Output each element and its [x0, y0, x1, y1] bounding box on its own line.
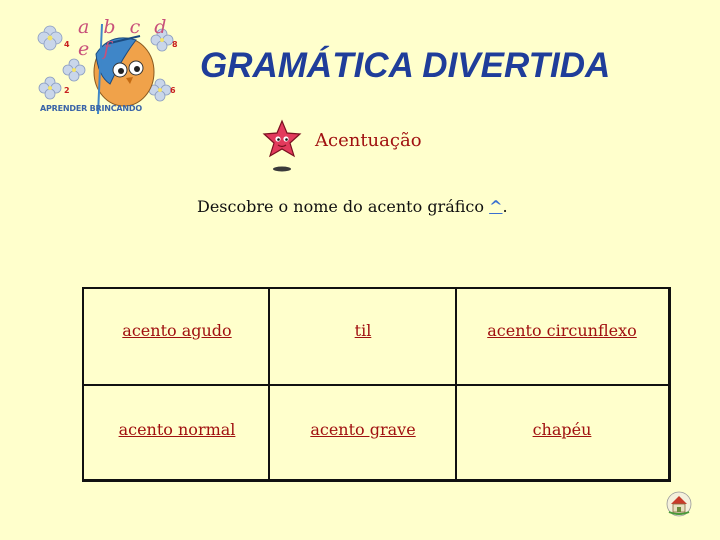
logo-caption: APRENDER BRINCANDO	[40, 104, 142, 113]
answer-grid	[82, 287, 671, 482]
question-suffix: .	[502, 197, 508, 216]
accent-symbol-link[interactable]: ^	[489, 197, 503, 216]
option-acento-circunflexo[interactable]: acento circunflexo	[487, 321, 637, 340]
section-title: Acentuação	[315, 130, 422, 151]
star-character-icon	[260, 118, 304, 176]
option-chapeu[interactable]: chapéu	[532, 420, 592, 439]
page-title: GRAMÁTICA DIVERTIDA	[200, 46, 611, 85]
option-acento-grave[interactable]: acento grave	[310, 420, 416, 439]
logo-letters: a b c d e f	[78, 16, 171, 60]
grid-divider	[84, 384, 668, 386]
logo-number: 2	[64, 86, 70, 95]
logo-number: 6	[170, 86, 176, 95]
logo	[36, 14, 186, 118]
logo-number: 8	[172, 40, 178, 49]
home-icon[interactable]	[666, 490, 692, 518]
logo-number: 4	[64, 40, 70, 49]
option-til[interactable]: til	[354, 321, 372, 340]
question-text: Descobre o nome do acento gráfico	[197, 197, 485, 216]
option-acento-agudo[interactable]: acento agudo	[122, 321, 232, 340]
option-acento-normal[interactable]: acento normal	[118, 420, 236, 439]
question	[197, 197, 508, 216]
